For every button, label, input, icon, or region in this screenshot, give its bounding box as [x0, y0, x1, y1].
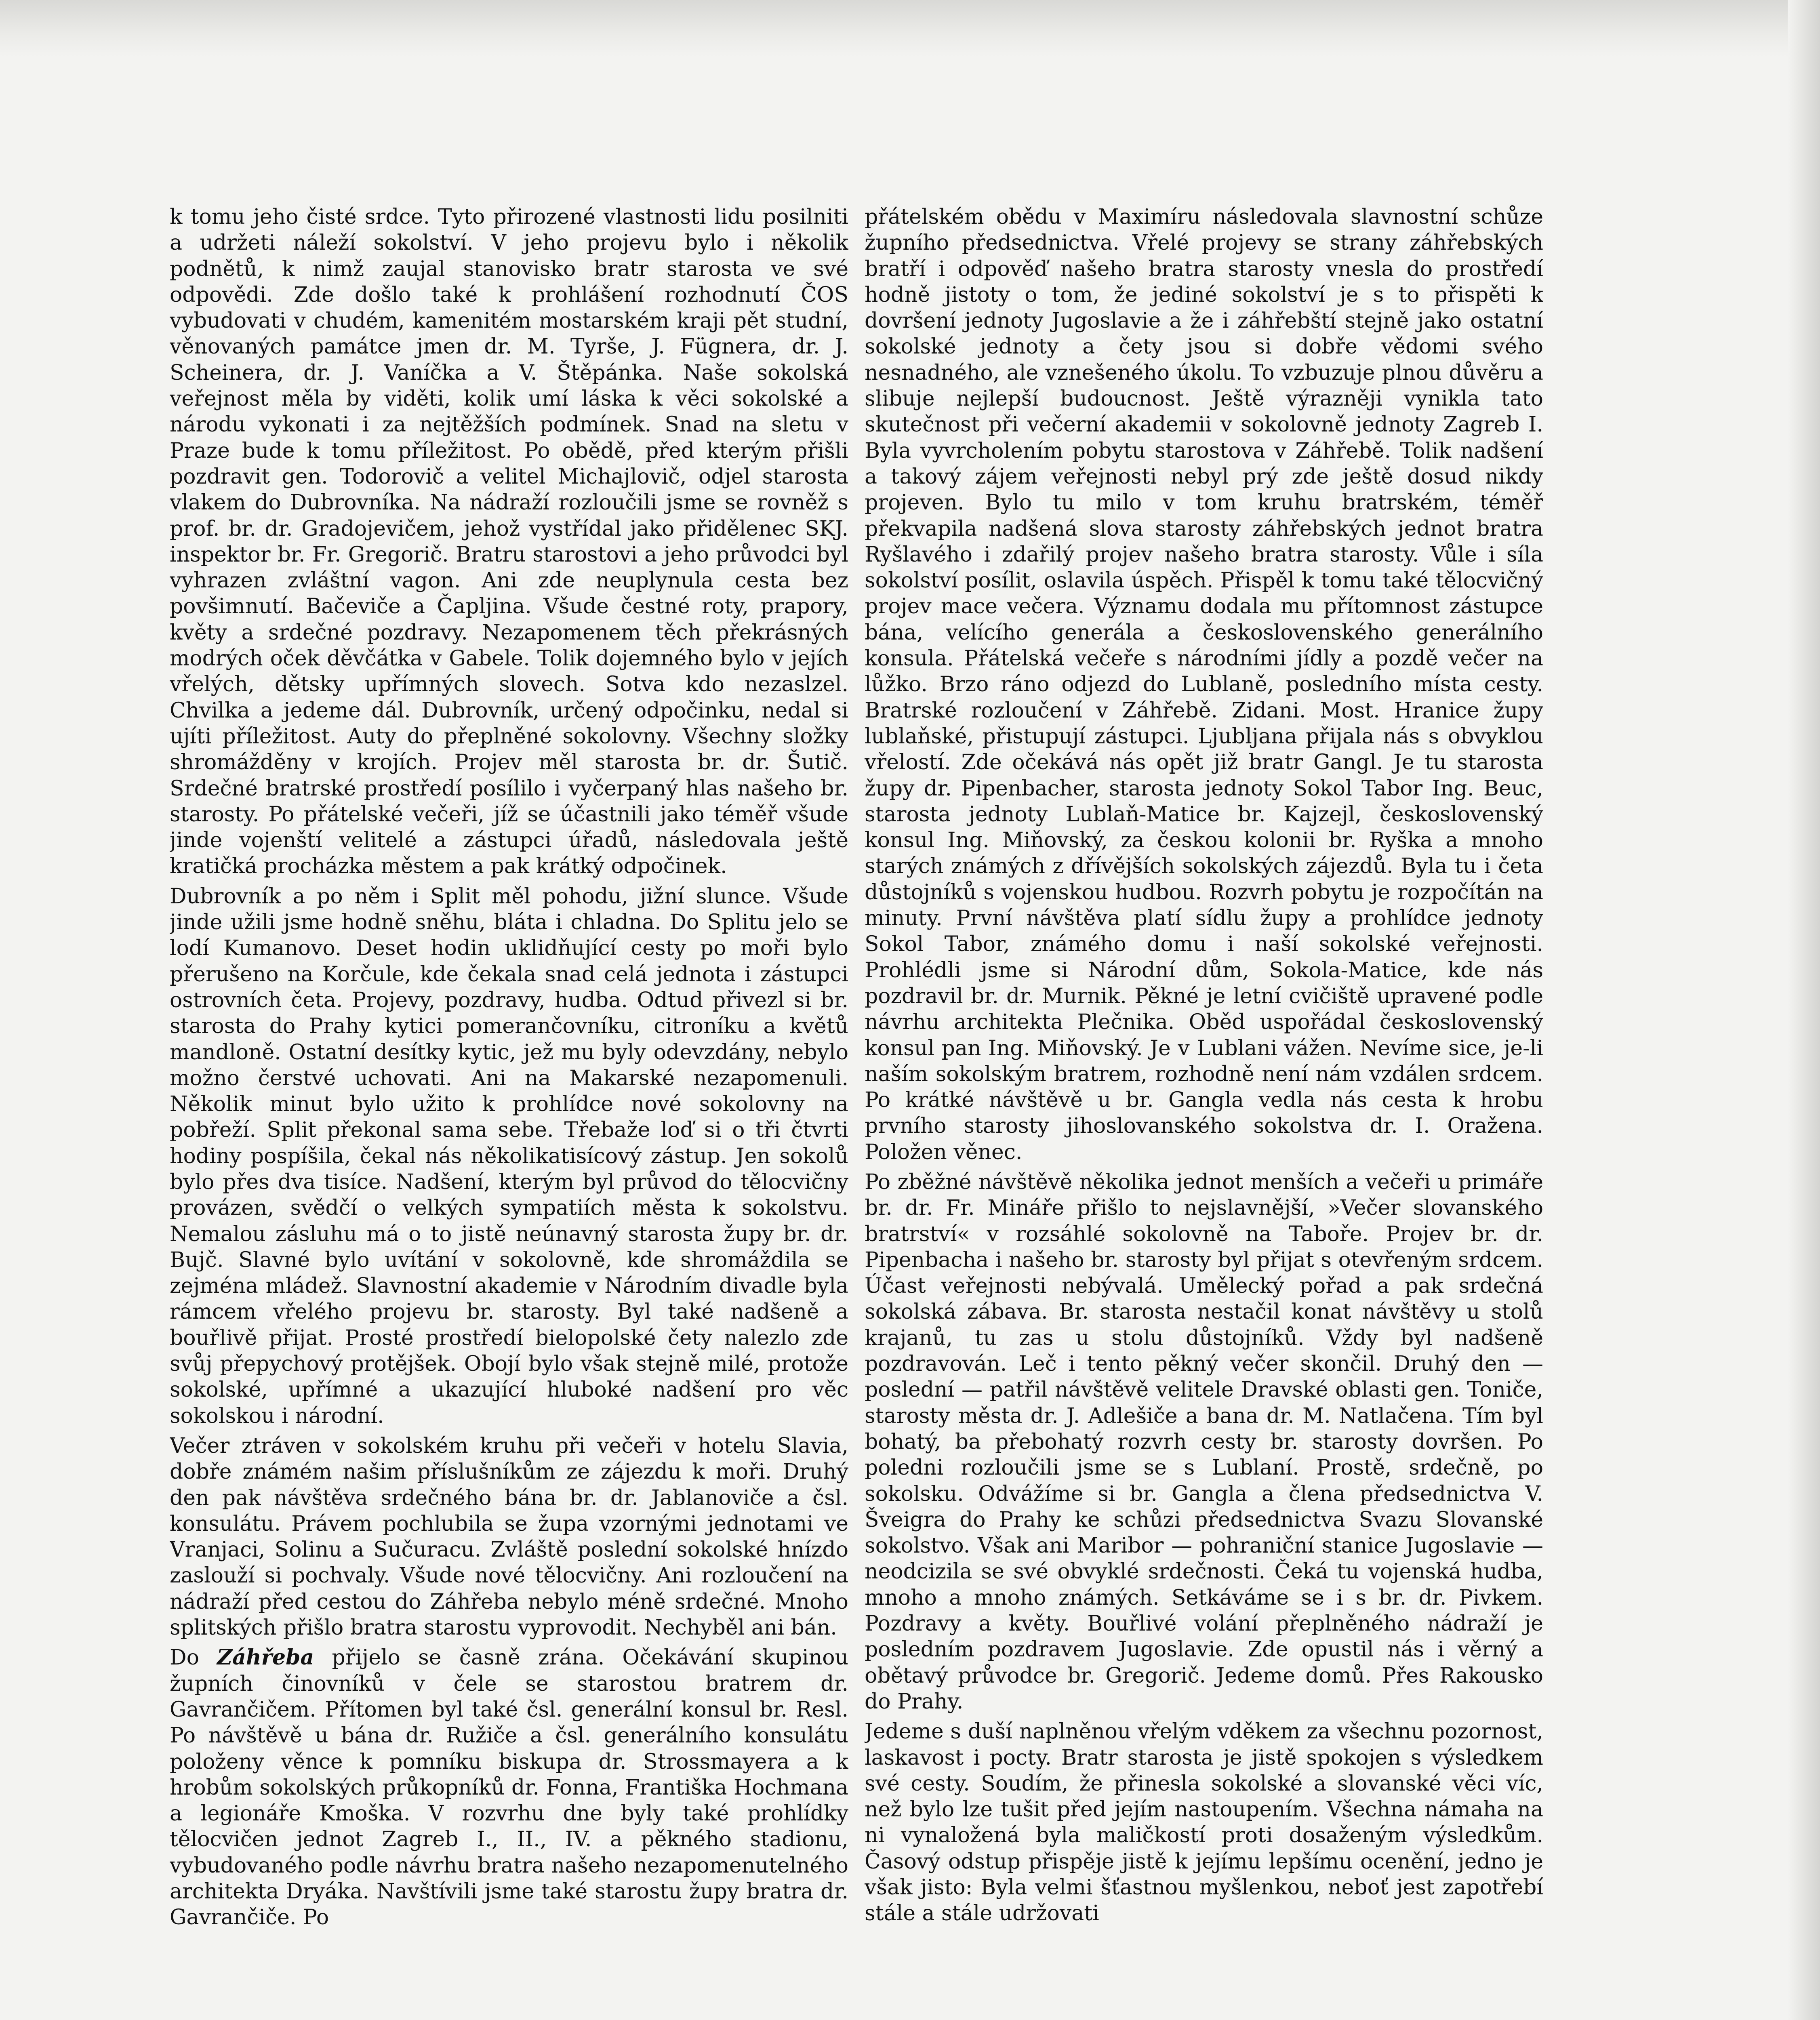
right-paragraph-2: Po zběžné návštěvě několika jednot menších a večeři u primáře br. dr. Fr. Mináře přišlo to nejslavnější, »Večer slovanského bratrství« v rozsáhlé sokolovně na Taboře. Projev br. dr. Pipenbacha i našeho br. starosty byl přijat s otevřeným srdcem. Účast veřejnosti nebývalá. Umělecký pořad a pak srdečná sokolská zábava. Br. starosta nestačil konat návštěvy u stolů krajanů, tu zas u stolu důstojníků. Vždy byl nadšeně pozdravován. Leč i tento pěkný večer skončil. Druhý den — poslední — patřil návštěvě velitele Dravské oblasti gen. Toniče, starosty města dr. J. Adlešiče a bana dr. M. Natlačena. Tím byl bohatý, ba přebohatý rozvrh cesty br. starosty dovršen. Po poledni rozloučili jsme se s Lublaní. Prostě, srdečně, po sokolsku. Odvážíme si br. Gangla a člena předsednictva V. Šveigra do Prahy ke schůzi předsednictva Svazu Slovanské sokolstvo. Však ani Maribor — pohraniční stanice Jugoslavie — neodcizila se své obvyklé srdečnosti. Čeká tu vojenská hudba, mnoho a mnoho známých. Setkáváme se i s br. dr. Pivkem. Pozdravy a květy. Bouřlivé volání přeplněného nádraží je posledním pozdravem Jugoslavie. Zde opustil nás i věrný a obětavý průvodce br. Gregorič. Jedeme domů. Přes Rakousko do Prahy.: [865, 1170, 1543, 1714]
right-column: [865, 204, 1543, 2020]
place-name-zahreb: Záhřeba: [217, 1645, 314, 1670]
scan-right-edge: [1788, 0, 1820, 2020]
left-paragraph-1: k tomu jeho čisté srdce. Tyto přirozené vlastnosti lidu posilniti a udržeti náleží sokolství. V jeho projevu bylo i několik podnětů, k nimž zaujal stanovisko bratr starosta ve své odpovědi. Zde došlo také k prohlášení rozhodnutí ČOS vybudovati v chudém, kamenitém mostarském kraji pět studní, věnovaných památce jmen dr. M. Tyrše, J. Fügnera, dr. J. Scheinera, dr. J. Vaníčka a V. Štěpánka. Naše sokolská veřejnost měla by viděti, kolik umí láska k věci sokolské a národu vykonati i za nejtěžších podmínek. Snad na sletu v Praze bude k tomu příležitost. Po obědě, před kterým přišli pozdravit gen. Todorovič a velitel Michajlovič, odjel starosta vlakem do Dubrovníka. Na nádraží rozloučili jsme se rovněž s prof. br. dr. Gradojevičem, jehož vystřídal jako přidělenec SKJ. inspektor br. Fr. Gregorič. Bratru starostovi a jeho průvodci byl vyhrazen zvláštní vagon. Ani zde neuplynula cesta bez povšimnutí. Bačeviče a Čapljina. Všude čestné roty, prapory, květy a srdečné pozdravy. Nezapomenem těch překrásných modrých oček děvčátka v Gabele. Tolik dojemného bylo v jejích vřelých, dětsky upřímných slovech. Sotva kdo nezaslzel. Chvilka a jedeme dál. Dubrovník, určený odpočinku, nedal si ujíti příležitost. Auty do přeplněné sokolovny. Všechny složky shromážděny v krojích. Projev měl starosta br. dr. Šutič. Srdečné bratrské prostředí posílilo i vyčerpaný hlas našeho br. starosty. Po přátelské večeři, jíž se účastnili jako téměř všude jinde vojenští velitelé a zástupci úřadů, následovala ještě kratičká procházka městem a pak krátký odpočinek.: [170, 205, 848, 879]
left-column: [170, 204, 848, 2020]
left-paragraph-2: Dubrovník a po něm i Split měl pohodu, jižní slunce. Všude jinde užili jsme hodně sněhu, bláta i chladna. Do Splitu jelo se lodí Kumanovo. Deset hodin uklidňující cesty po moři bylo přerušeno na Korčule, kde čekala snad celá jednota i zástupci ostrovních četa. Projevy, pozdravy, hudba. Odtud přivezl si br. starosta do Prahy kytici pomerančovníku, citroníku a květů mandloně. Ostatní desítky kytic, jež mu byly odevzdány, nebylo možno čerstvé uchovati. Ani na Makarské nezapomenuli. Několik minut bylo užito k prohlídce nové sokolovny na pobřeží. Split překonal sama sebe. Třebaže loď si o tři čtvrti hodiny pospíšila, čekal nás několikatisícový zástup. Jen sokolů bylo přes dva tisíce. Nadšení, kterým byl průvod do tělocvičny provázen, svědčí o velkých sympatiích města k sokolstvu. Nemalou zásluhu má o to jistě neúnavný starosta župy br. dr. Bujč. Slavné bylo uvítání v sokolovně, kde shromáždila se zejména mládež. Slavnostní akademie v Národním divadle byla rámcem vřelého projevu br. starosty. Byl také nadšeně a bouřlivě přijat. Prosté prostředí bielopolské čety nalezlo zde svůj přepychový protějšek. Obojí bylo však stejně milé, protože sokolské, upřímné a ukazující hluboké nadšení pro věc sokolskou i národní.: [170, 884, 848, 1428]
left-paragraph-4-text: přijelo se časně zrána. Očekávání skupinou župních činovníků v čele se starostou bratrem dr. Gavrančičem. Přítomen byl také čsl. generální konsul br. Resl. Po návštěvě u bána dr. Ružiče a čsl. generálního konsulátu položeny věnce k pomníku biskupa dr. Strossmayera a k hrobům sokolských průkopníků dr. Fonna, Františka Hochmana a legionáře Kmoška. V rozvrhu dne byly také prohlídky tělocvičen jednot Zagreb I., II., IV. a pěkného stadionu, vybudovaného podle návrhu bratra našeho nezapomenutelného architekta Dryáka. Navštívili jsme také starostu župy bratra dr. Gavrančiče. Po: [170, 1645, 848, 1930]
paragraph-lead-word: Do: [170, 1645, 199, 1670]
right-paragraph-1: přátelském obědu v Maximíru následovala slavnostní schůze župního předsednictva. Vřelé projevy se strany záhřebských bratří i odpověď našeho bratra starosty vnesla do prostředí hodně jistoty o tom, že jediné sokolství je s to přispěti k dovršení jednoty Jugoslavie a že i záhřebští stejně jako ostatní sokolské jednoty a čety jsou si dobře vědomi svého nesnadného, ale vznešeného úkolu. To vzbuzuje plnou důvěru a slibuje nejlepší budoucnost. Ještě výrazněji vynikla tato skutečnost při večerní akademii v sokolovně jednoty Zagreb I. Byla vyvrcholením pobytu starostova v Záhřebě. Tolik nadšení a takový zájem veřejnosti nebyl prý zde ještě dosud nikdy projeven. Bylo tu milo v tom kruhu bratrském, téměř překvapila nadšená slova starosty záhřebských jednot bratra Ryšlavého i zdařilý projev našeho bratra starosty. Vůle i síla sokolství posílit, oslavila úspěch. Přispěl k tomu také tělocvičný projev mace večera. Významu dodala mu přítomnost zástupce bána, velícího generála a československého generálního konsula. Přátelská večeře s národními jídly a pozdě večer na lůžko. Brzo ráno odjezd do Lublaně, posledního místa cesty. Bratrské rozloučení v Záhřebě. Zidani. Most. Hranice župy lublaňské, přistupují zástupci. Ljubljana přijala nás s obvyklou vřelostí. Zde očekává nás opět již bratr Gangl. Je tu starosta župy dr. Pipenbacher, starosta jednoty Sokol Tabor Ing. Beuc, starosta jednoty Lublaň-Matice br. Kajzejl, československý konsul Ing. Miňovský, za českou kolonii br. Ryška a mnoho starých známých z dřívějších sokolských zájezdů. Byla tu i četa důstojníků s vojenskou hudbou. Rozvrh pobytu je rozpočítán na minuty. První návštěva platí sídlu župy a prohlídce jednoty Sokol Tabor, známého domu i naší sokolské veřejnosti. Prohlédli jsme si Národní dům, Sokola-Matice, kde nás pozdravil br. dr. Murnik. Pěkné je letní cvičiště upravené podle návrhu architekta Plečnika. Oběd uspořádal československý konsul pan Ing. Miňovský. Je v Lublani vážen. Nevíme sice, je-li naším sokolským bratrem, rozhodně není nám vzdálen srdcem. Po krátké návštěvě u br. Gangla vedla nás cesta k hrobu prvního starosty jihoslovanského sokolstva dr. I. Oražena. Položen věnec.: [865, 205, 1543, 1164]
scan-top-shading: [0, 0, 1820, 57]
right-paragraph-3: Jedeme s duší naplněnou vřelým vděkem za všechnu pozornost, laskavost i pocty. Bratr starosta je jistě spokojen s výsledkem své cesty. Soudím, že přinesla sokolské a slovanské věci víc, než bylo lze tušit před jejím nastoupením. Všechna námaha na ni vynaložená byla maličkostí proti dosaženým výsledkům. Časový odstup přispěje jistě k jejímu lepšímu ocenění, jedno je však jisto: Byla velmi šťastnou myšlenkou, neboť jest zapotřebí stále a stále udržovati: [865, 1719, 1543, 1926]
left-paragraph-3: Večer ztráven v sokolském kruhu při večeři v hotelu Slavia, dobře známém našim příslušníkům ze zájezdu k moři. Druhý den pak návštěva srdečného bána br. dr. Jablanoviče a čsl. konsulátu. Právem pochlubila se župa vzornými jednotami ve Vranjaci, Solinu a Sučuracu. Zvláště poslední sokolské hnízdo zaslouží si pochvaly. Všude nové tělocvičny. Ani rozloučení na nádraží před cestou do Záhřeba nebylo méně srdečné. Mnoho splitských přišlo bratra starostu vyprovodit. Nechyběl ani bán.: [170, 1433, 848, 1640]
left-paragraph-4: [170, 1645, 848, 1930]
